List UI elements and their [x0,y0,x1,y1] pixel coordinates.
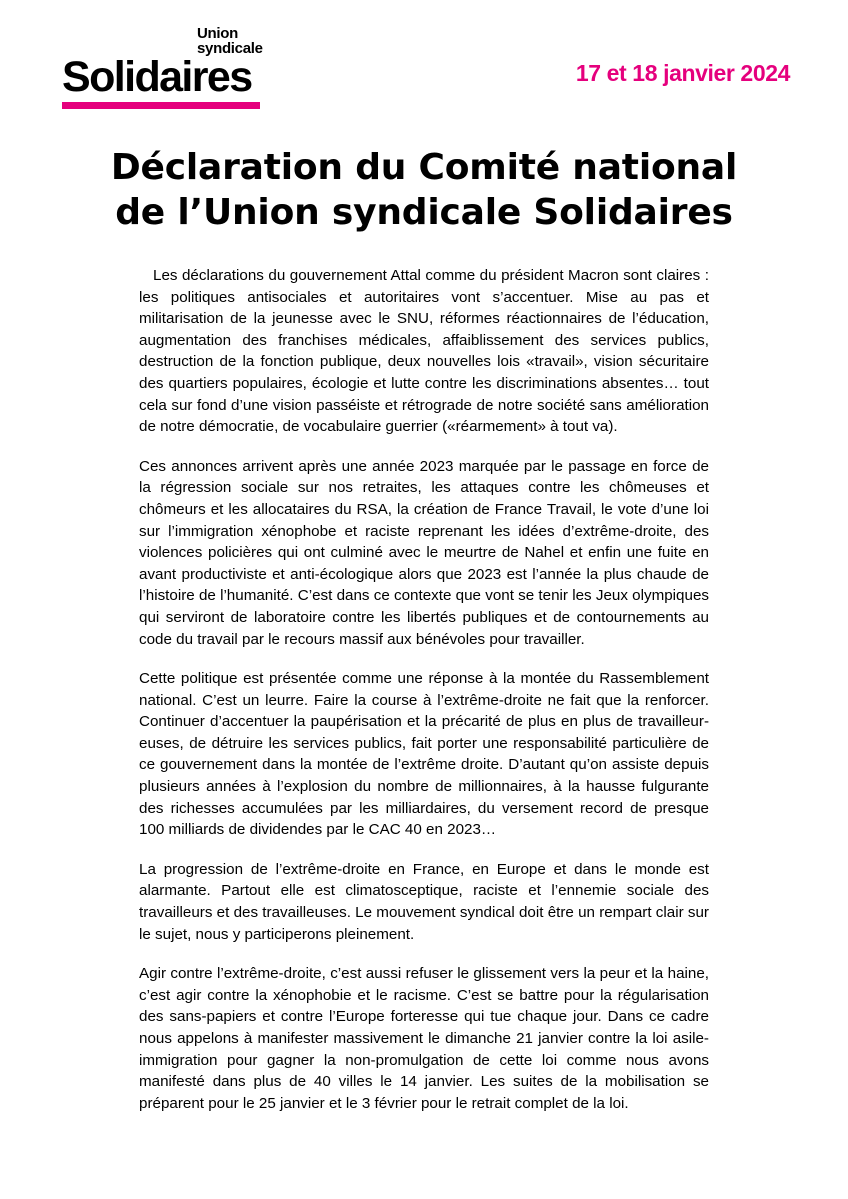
logo-union-text: Union [197,25,238,42]
logo-syndicale-text: syndicale [197,40,263,57]
body-paragraph: La progression de l’extrême-droite en France, en Europe et dans le monde est alarmante. Partout elle est climatosceptique, raciste et l’ennemie sociale des travailleurs et des travailleuses. Le mouvement syndical doit être un rempart clair sur le sujet, nous y participerons pleinement. [139,860,709,943]
body-paragraph: Cette politique est présentée comme une réponse à la montée du Rassemblement national. C’est un leurre. Faire la course à l’extrême-droite ne fait que la renforcer. Continuer d’accentuer la paupérisation et la précarité de plus en plus de travailleur-euses, de détruire les services publics, fait porter une responsabilité particulière de ce gouvernement dans la montée de l’extrême droite. D’autant qu’on assiste depuis plusieurs années à l’explosion du nombre de millionnaires, à la hausse fulgurante des richesses accumulées par les milliardaires, du versement record de presque 100 milliards de dividendes par le CAC 40 en 2023… [139,670,709,839]
page-title-line-2: de l’Union syndicale Solidaires [115,192,733,233]
document-header [0,0,848,109]
logo-underline-bar [62,102,260,109]
document-body [139,265,709,1114]
document-date: 17 et 18 janvier 2024 [575,60,790,86]
body-paragraph: Les déclarations du gouvernement Attal comme du président Macron sont claires : les politiques antisociales et autoritaires vont s’accentuer. Mise au pas et militarisation de la jeunesse avec le SNU, réformes réactionnaires de l’éducation, augmentation des franchises médicales, affaiblissement des services publics, destruction de la fonction publique, deux nouvelles lois «travail», vision sécuritaire des quartiers populaires, écologie et lutte contre les discriminations absentes… tout cela sur fond d’une vision passéiste et rétrograde de notre société sans amélioration de notre démocratie, de vocabulaire guerrier («réarmement» à tout va). [139,267,709,436]
page-title [0,145,848,235]
body-paragraph: Agir contre l’extrême-droite, c’est aussi refuser le glissement vers la peur et la haine, c’est agir contre la xénophobie et le racisme. C’est se battre pour la régularisation des sans-papiers et contre l’Europe forteresse qui tue chaque jour. Dans ce cadre nous appelons à manifester massivement le dimanche 21 janvier contre la loi asile-immigration pour gagner la non-promulgation de cette loi comme nous avons manifesté dans plus de 40 villes le 14 janvier. Les suites de la mobilisation se préparent pour le 25 janvier et le 3 février pour le retrait complet de la loi. [139,965,709,1112]
page-title-line-1: Déclaration du Comité national [110,147,738,188]
logo-solidaires-text: Solidaires [62,53,252,101]
body-paragraph: Ces annonces arrivent après une année 2023 marquée par le passage en force de la régression sociale sur nos retraites, les attaques contre les chômeuses et chômeurs et les allocataires du RSA, la création de France Travail, le vote d’une loi sur l’immigration xénophobe et raciste reprenant les idées d’extrême-droite, des violences policières qui ont culminé avec le meurtre de Nahel et enfin une fuite en avant productiviste et anti-écologique alors que 2023 est l’année la plus chaude de l’histoire de l’humanité. C’est dans ce contexte que vont se tenir les Jeux olympiques qui serviront de laboratoire contre les libertés publiques et de contournements au code du travail par le recours massif aux bénévoles pour travailler. [139,457,709,648]
solidaires-logo [62,26,277,109]
